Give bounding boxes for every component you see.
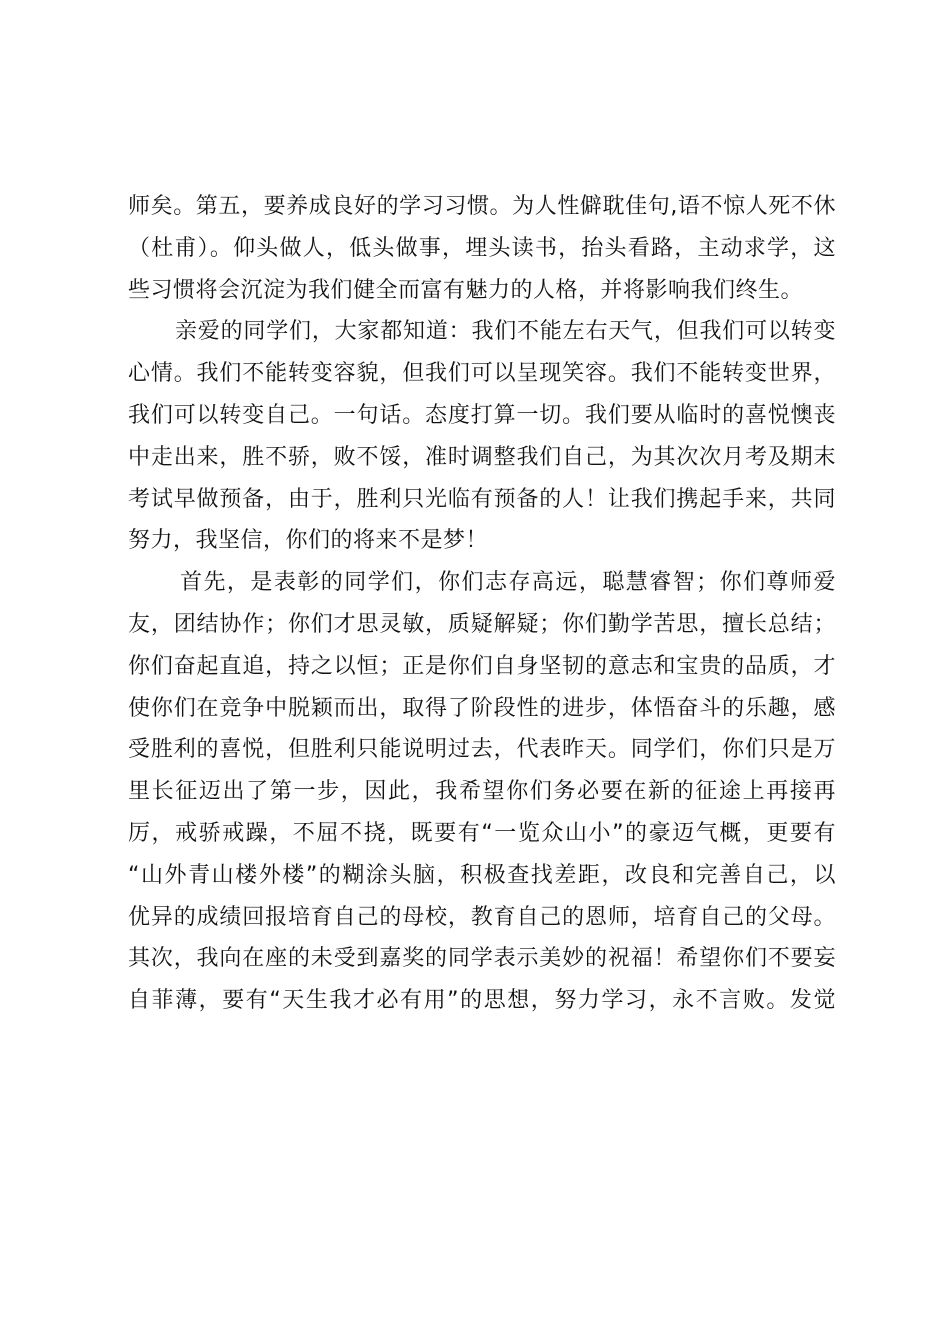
text-line: 我们可以转变自己。一句话。态度打算一切。我们要从临时的喜悦懊丧 xyxy=(128,402,836,428)
text-line: 努力，我坚信，你们的将来不是梦！ xyxy=(128,528,489,554)
text-line: 些习惯将会沉淀为我们健全而富有魅力的人格，并将影响我们终生。 xyxy=(128,277,804,303)
text-line: 受胜利的喜悦，但胜利只能说明过去，代表昨天。同学们，你们只是万 xyxy=(128,737,836,763)
text-line: 里长征迈出了第一步，因此，我希望你们务必要在新的征途上再接再 xyxy=(128,779,836,805)
text-line: （杜甫）。仰头做人，低头做事，埋头读书，抬头看路，主动求学，这 xyxy=(128,235,836,261)
text-line: 优异的成绩回报培育自己的母校，教育自己的恩师，培育自己的父母。 xyxy=(128,904,836,930)
text-line: 心情。我们不能转变容貌，但我们可以呈现笑容。我们不能转变世界， xyxy=(128,361,836,387)
document-body xyxy=(128,186,836,1022)
text-line: 自菲薄，要有“天生我才必有用”的思想，努力学习，永不言败。发觉 xyxy=(128,988,836,1014)
text-line: 你们奋起直追，持之以恒；正是你们自身坚韧的意志和宝贵的品质，才 xyxy=(128,653,836,679)
text-line: 考试早做预备，由于，胜利只光临有预备的人！让我们携起手来，共同 xyxy=(128,486,836,512)
text-line: 使你们在竞争中脱颖而出，取得了阶段性的进步，体悟奋斗的乐趣，感 xyxy=(128,695,836,721)
text-line: 厉，戒骄戒躁，不屈不挠，既要有“一览众山小”的豪迈气概，更要有 xyxy=(128,820,836,846)
text-line: 友，团结协作；你们才思灵敏，质疑解疑；你们勤学苦思，擅长总结； xyxy=(128,611,836,637)
paragraph-first-line: 首先，是表彰的同学们，你们志存高远，聪慧睿智；你们尊师爱 xyxy=(180,570,836,596)
text-line: 师矣。第五，要养成良好的学习习惯。为人性僻耽佳句,语不惊人死不休 xyxy=(128,194,836,219)
text-line: “山外青山楼外楼”的糊涂头脑，积极查找差距，改良和完善自己，以 xyxy=(128,862,836,888)
paragraph-first-line: 亲爱的同学们，大家都知道：我们不能左右天气，但我们可以转变 xyxy=(175,319,836,345)
text-line: 中走出来，胜不骄，败不馁，准时调整我们自己，为其次次月考及期末 xyxy=(128,444,836,470)
text-line: 其次，我向在座的未受到嘉奖的同学表示美妙的祝福！希望你们不要妄 xyxy=(128,946,836,972)
